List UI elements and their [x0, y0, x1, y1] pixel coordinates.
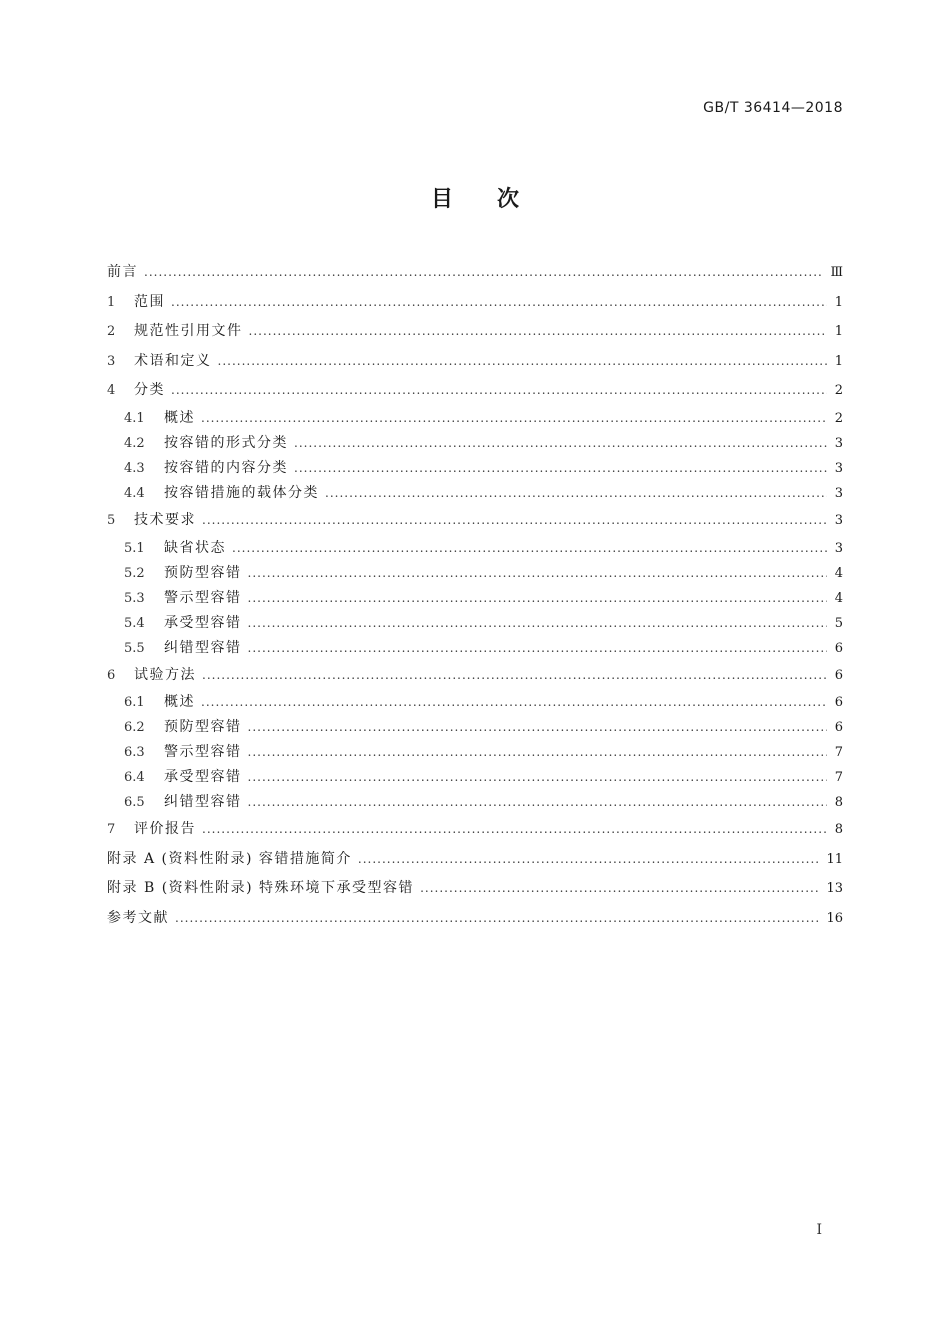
toc-entry[interactable] — [107, 376, 843, 406]
dot-leader — [249, 317, 828, 347]
toc-entry-label: 按容错措施的载体分类 — [164, 484, 319, 501]
toc-entry-label: 术语和定义 — [134, 352, 212, 369]
standard-code: GB/T 36414—2018 — [703, 100, 843, 116]
toc-entry[interactable] — [107, 790, 843, 815]
toc-entry-number: 4.1 — [124, 410, 145, 426]
toc-entry[interactable] — [107, 288, 843, 318]
dot-leader — [294, 431, 827, 456]
dot-leader — [248, 765, 828, 790]
dot-leader — [248, 790, 828, 815]
toc-entry-number: 5 — [107, 512, 116, 528]
toc-entry-number: 6.2 — [124, 720, 145, 736]
toc-entry-label: 分类 — [134, 382, 165, 399]
toc-entry-page: 11 — [826, 851, 843, 867]
dot-leader — [248, 611, 828, 636]
dot-leader — [218, 347, 828, 377]
dot-leader — [202, 661, 827, 691]
dot-leader — [202, 506, 827, 536]
toc-entry-label: 预防型容错 — [164, 719, 242, 736]
toc-entry-label: 技术要求 — [134, 511, 196, 528]
toc-entry-label: 附录 A (资料性附录) 容错措施简介 — [107, 850, 352, 867]
toc-entry[interactable] — [107, 765, 843, 790]
toc-entry[interactable] — [107, 536, 843, 561]
toc-entry[interactable] — [107, 561, 843, 586]
toc-entry[interactable] — [107, 690, 843, 715]
title-char-2: 次 — [497, 187, 520, 212]
toc-entry-label: 预防型容错 — [164, 564, 242, 581]
dot-leader — [420, 874, 820, 904]
toc-entry-label: 概述 — [164, 694, 195, 711]
dot-leader — [201, 690, 827, 715]
dot-leader — [248, 561, 828, 586]
toc-entry-number: 5.1 — [124, 540, 145, 556]
toc-entry[interactable] — [107, 815, 843, 845]
toc-entry-label: 警示型容错 — [164, 589, 242, 606]
toc-entry[interactable] — [107, 406, 843, 431]
toc-entry[interactable] — [107, 845, 843, 875]
toc-entry-number: 4.4 — [124, 485, 145, 501]
toc-entry-page: Ⅲ — [830, 265, 843, 280]
footer-page-number: I — [816, 1222, 822, 1238]
toc-entry-page: 3 — [834, 485, 843, 501]
toc-entry-number: 5.5 — [124, 640, 145, 656]
toc-entry-page: 4 — [834, 565, 843, 581]
toc-entry-page: 2 — [834, 383, 843, 399]
toc-entry-page: 8 — [834, 822, 843, 838]
title-char-1: 目 — [430, 187, 453, 212]
toc-entry-label: 按容错的形式分类 — [164, 434, 288, 451]
dot-leader — [248, 636, 828, 661]
toc-entry[interactable] — [107, 740, 843, 765]
toc-entry-number: 6.5 — [124, 795, 145, 811]
dot-leader — [358, 845, 821, 875]
toc-entry-page: 7 — [834, 770, 843, 786]
toc-entry-number: 4.2 — [124, 435, 145, 451]
dot-leader — [171, 376, 827, 406]
toc-entry[interactable] — [107, 636, 843, 661]
toc-entry-number: 7 — [107, 822, 116, 838]
toc-entry-label: 承受型容错 — [164, 769, 242, 786]
dot-leader — [201, 406, 827, 431]
toc-entry-label: 规范性引用文件 — [134, 323, 243, 340]
toc-entry-label: 按容错的内容分类 — [164, 459, 288, 476]
toc-entry-label: 附录 B (资料性附录) 特殊环境下承受型容错 — [107, 880, 415, 897]
toc-entry-label: 参考文献 — [107, 909, 169, 926]
toc-entry-number: 6.3 — [124, 745, 145, 761]
toc-entry-page: 1 — [834, 324, 843, 340]
toc-entry-number: 6 — [107, 667, 116, 683]
toc-entry-page: 13 — [826, 881, 843, 897]
dot-leader — [248, 740, 828, 765]
toc-entry[interactable] — [107, 317, 843, 347]
toc-entry[interactable] — [107, 456, 843, 481]
table-of-contents — [107, 258, 843, 934]
toc-entry-number: 4 — [107, 383, 116, 399]
toc-entry-page: 8 — [834, 795, 843, 811]
dot-leader — [171, 288, 827, 318]
dot-leader — [202, 815, 827, 845]
toc-entry-label: 警示型容错 — [164, 744, 242, 761]
toc-entry-page: 7 — [834, 745, 843, 761]
toc-entry-page: 3 — [834, 460, 843, 476]
toc-entry-label: 纠错型容错 — [164, 794, 242, 811]
toc-entry-number: 6.1 — [124, 695, 145, 711]
toc-entry-page: 3 — [834, 435, 843, 451]
toc-entry[interactable] — [107, 611, 843, 636]
toc-entry-number: 5.2 — [124, 565, 145, 581]
dot-leader — [248, 586, 828, 611]
toc-entry[interactable] — [107, 904, 843, 934]
toc-entry[interactable] — [107, 715, 843, 740]
dot-leader — [232, 536, 827, 561]
toc-entry-page: 6 — [834, 667, 843, 683]
toc-entry-label: 概述 — [164, 409, 195, 426]
toc-entry[interactable] — [107, 258, 843, 288]
toc-entry-label: 范围 — [134, 293, 165, 310]
toc-entry-number: 3 — [107, 353, 116, 369]
dot-leader — [325, 481, 827, 506]
toc-entry-number: 1 — [107, 294, 116, 310]
toc-entry-page: 5 — [834, 615, 843, 631]
toc-entry-page: 1 — [834, 294, 843, 310]
toc-entry-label: 承受型容错 — [164, 614, 242, 631]
toc-entry[interactable] — [107, 506, 843, 536]
toc-entry-number: 2 — [107, 324, 116, 340]
toc-entry-number: 5.4 — [124, 615, 145, 631]
toc-entry[interactable] — [107, 431, 843, 456]
toc-entry-page: 16 — [826, 910, 843, 926]
toc-entry-label: 缺省状态 — [164, 539, 226, 556]
toc-entry-page: 4 — [834, 590, 843, 606]
toc-entry-label: 试验方法 — [134, 666, 196, 683]
toc-entry-page: 3 — [834, 540, 843, 556]
toc-entry-number: 6.4 — [124, 770, 145, 786]
toc-entry-number: 4.3 — [124, 460, 145, 476]
toc-entry-page: 6 — [834, 640, 843, 656]
toc-entry[interactable] — [107, 874, 843, 904]
toc-entry-page: 6 — [834, 695, 843, 711]
dot-leader — [248, 715, 828, 740]
toc-entry-page: 3 — [834, 512, 843, 528]
toc-entry-label: 纠错型容错 — [164, 639, 242, 656]
toc-entry[interactable] — [107, 481, 843, 506]
toc-entry-number: 5.3 — [124, 590, 145, 606]
toc-entry-label: 前言 — [107, 264, 138, 280]
toc-entry-page: 2 — [834, 410, 843, 426]
dot-leader — [294, 456, 827, 481]
toc-entry-page: 1 — [834, 353, 843, 369]
page-title — [0, 182, 950, 213]
dot-leader — [144, 258, 824, 288]
toc-entry[interactable] — [107, 347, 843, 377]
toc-entry-label: 评价报告 — [134, 821, 196, 838]
dot-leader — [175, 904, 820, 934]
toc-entry[interactable] — [107, 586, 843, 611]
toc-entry[interactable] — [107, 661, 843, 691]
toc-entry-page: 6 — [834, 720, 843, 736]
